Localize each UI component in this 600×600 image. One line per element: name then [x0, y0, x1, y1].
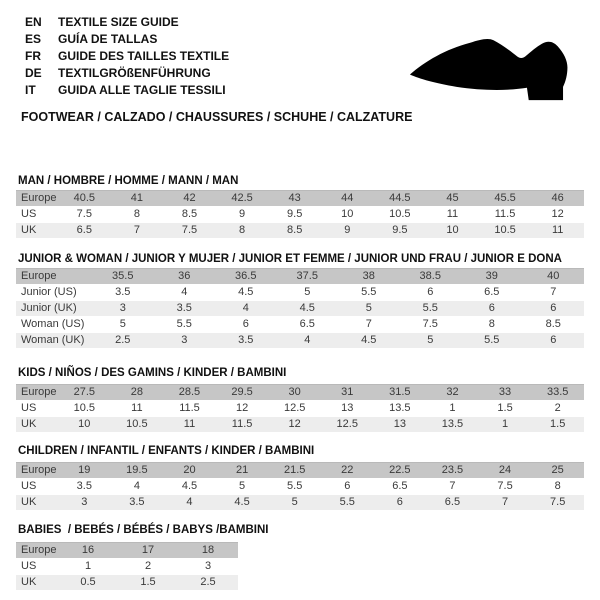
language-row	[25, 30, 229, 47]
size-cell: 5.5	[461, 333, 523, 349]
size-cell: 1	[58, 559, 118, 575]
size-cell: 4.5	[338, 333, 400, 349]
size-row	[16, 542, 238, 559]
row-label: UK	[16, 417, 58, 433]
size-table-3	[16, 462, 584, 511]
size-cell: 13.5	[426, 417, 479, 433]
language-row	[25, 64, 229, 81]
size-cell: 8.5	[523, 317, 585, 333]
language-row	[25, 13, 229, 30]
size-cell: 1.5	[479, 401, 532, 417]
section-title: KIDS / NIÑOS / DES GAMINS / KINDER / BAMBINI	[18, 367, 287, 379]
size-cell: 7	[111, 223, 164, 239]
size-row	[16, 223, 584, 239]
size-cell: 3	[154, 333, 216, 349]
size-cell: 4	[215, 301, 277, 317]
size-cell: 22	[321, 462, 374, 479]
size-cell: 11.5	[479, 207, 532, 223]
size-row	[16, 190, 584, 207]
size-row	[16, 333, 584, 349]
size-cell: 3	[178, 559, 238, 575]
size-cell: 10	[58, 417, 111, 433]
size-cell: 8	[111, 207, 164, 223]
size-cell: 39	[461, 268, 523, 285]
size-cell: 10.5	[479, 223, 532, 239]
size-cell: 38.5	[400, 268, 462, 285]
size-cell: 5.5	[400, 301, 462, 317]
size-cell: 5	[216, 479, 269, 495]
size-cell: 9	[321, 223, 374, 239]
size-row	[16, 384, 584, 401]
language-list	[25, 13, 229, 98]
size-cell: 3.5	[154, 301, 216, 317]
size-cell: 6	[374, 495, 427, 511]
size-row	[16, 417, 584, 433]
size-cell: 4	[277, 333, 339, 349]
row-label: Europe	[16, 542, 58, 559]
size-cell: 7	[426, 479, 479, 495]
size-cell: 43	[268, 190, 321, 207]
size-cell: 3	[58, 495, 111, 511]
size-cell: 2	[118, 559, 178, 575]
size-cell: 7.5	[479, 479, 532, 495]
size-cell: 3.5	[215, 333, 277, 349]
size-cell: 6.5	[374, 479, 427, 495]
size-cell: 46	[531, 190, 584, 207]
size-cell: 41	[111, 190, 164, 207]
size-cell: 9.5	[374, 223, 427, 239]
size-cell: 12	[268, 417, 321, 433]
size-row	[16, 479, 584, 495]
size-cell: 38	[338, 268, 400, 285]
size-cell: 45	[426, 190, 479, 207]
size-cell: 5	[277, 285, 339, 301]
size-cell: 9.5	[268, 207, 321, 223]
size-cell: 13	[374, 417, 427, 433]
size-cell: 12	[531, 207, 584, 223]
row-label: Europe	[16, 190, 58, 207]
size-cell: 8.5	[163, 207, 216, 223]
size-row	[16, 207, 584, 223]
size-cell: 6	[461, 301, 523, 317]
size-cell: 5	[338, 301, 400, 317]
language-label: TEXTILE SIZE GUIDE	[58, 14, 179, 29]
row-label: US	[16, 207, 58, 223]
size-cell: 7	[479, 495, 532, 511]
size-cell: 7.5	[531, 495, 584, 511]
size-cell: 6	[321, 479, 374, 495]
size-cell: 32	[426, 384, 479, 401]
size-cell: 12.5	[321, 417, 374, 433]
size-cell: 31.5	[374, 384, 427, 401]
size-cell: 19	[58, 462, 111, 479]
size-cell: 23.5	[426, 462, 479, 479]
size-row	[16, 268, 584, 285]
size-cell: 4	[163, 495, 216, 511]
size-cell: 5.5	[321, 495, 374, 511]
size-cell: 1.5	[531, 417, 584, 433]
size-cell: 5	[92, 317, 154, 333]
language-label: GUÍA DE TALLAS	[58, 31, 158, 46]
size-cell: 35.5	[92, 268, 154, 285]
size-row	[16, 301, 584, 317]
size-row	[16, 285, 584, 301]
language-code: ES	[25, 31, 42, 46]
size-table-1	[16, 268, 584, 349]
size-cell: 42	[163, 190, 216, 207]
size-cell: 44.5	[374, 190, 427, 207]
language-code: DE	[25, 65, 42, 80]
size-cell: 6	[400, 285, 462, 301]
shoe-icon	[393, 20, 587, 108]
size-cell: 22.5	[374, 462, 427, 479]
language-row	[25, 81, 229, 98]
section-title: BABIES / BEBÉS / BÉBÉS / BABYS /BAMBINI	[18, 524, 269, 536]
size-cell: 33	[479, 384, 532, 401]
size-cell: 4.5	[277, 301, 339, 317]
size-cell: 28	[111, 384, 164, 401]
size-cell: 10	[426, 223, 479, 239]
size-row	[16, 401, 584, 417]
language-row	[25, 47, 229, 64]
row-label: Europe	[16, 384, 58, 401]
size-cell: 44	[321, 190, 374, 207]
size-cell: 4.5	[215, 285, 277, 301]
size-cell: 3	[92, 301, 154, 317]
category-title: FOOTWEAR / CALZADO / CHAUSSURES / SCHUHE / CALZATURE	[21, 110, 413, 124]
size-table-0	[16, 190, 584, 239]
size-cell: 4	[111, 479, 164, 495]
size-cell: 45.5	[479, 190, 532, 207]
size-cell: 33.5	[531, 384, 584, 401]
size-cell: 5.5	[268, 479, 321, 495]
size-cell: 10.5	[374, 207, 427, 223]
size-cell: 42.5	[216, 190, 269, 207]
language-code: EN	[25, 14, 42, 29]
size-cell: 12	[216, 401, 269, 417]
size-cell: 2.5	[92, 333, 154, 349]
size-cell: 3.5	[111, 495, 164, 511]
row-label: US	[16, 559, 58, 575]
size-row	[16, 495, 584, 511]
size-cell: 4.5	[216, 495, 269, 511]
size-cell: 0.5	[58, 575, 118, 591]
language-code: FR	[25, 48, 41, 63]
size-cell: 10.5	[111, 417, 164, 433]
row-label: Junior (US)	[16, 285, 92, 301]
size-cell: 9	[216, 207, 269, 223]
size-cell: 11	[531, 223, 584, 239]
size-cell: 11	[426, 207, 479, 223]
size-cell: 30	[268, 384, 321, 401]
size-cell: 7.5	[163, 223, 216, 239]
size-cell: 3.5	[58, 479, 111, 495]
size-cell: 4	[154, 285, 216, 301]
size-cell: 11	[163, 417, 216, 433]
size-cell: 40	[523, 268, 585, 285]
size-table-2	[16, 384, 584, 433]
row-label: US	[16, 479, 58, 495]
section-title: MAN / HOMBRE / HOMME / MANN / MAN	[18, 175, 239, 187]
size-cell: 7	[338, 317, 400, 333]
size-cell: 12.5	[268, 401, 321, 417]
size-cell: 5	[268, 495, 321, 511]
size-cell: 28.5	[163, 384, 216, 401]
size-cell: 17	[118, 542, 178, 559]
size-cell: 8	[531, 479, 584, 495]
size-cell: 2.5	[178, 575, 238, 591]
row-label: US	[16, 401, 58, 417]
row-label: UK	[16, 575, 58, 591]
size-cell: 3.5	[92, 285, 154, 301]
size-cell: 6.5	[58, 223, 111, 239]
size-cell: 13.5	[374, 401, 427, 417]
size-cell: 31	[321, 384, 374, 401]
language-label: GUIDA ALLE TAGLIE TESSILI	[58, 82, 226, 97]
language-label: GUIDE DES TAILLES TEXTILE	[58, 48, 230, 63]
size-cell: 11.5	[216, 417, 269, 433]
row-label: Woman (US)	[16, 317, 92, 333]
size-cell: 40.5	[58, 190, 111, 207]
size-cell: 18	[178, 542, 238, 559]
size-cell: 8	[461, 317, 523, 333]
size-cell: 8	[216, 223, 269, 239]
size-cell: 5.5	[154, 317, 216, 333]
size-cell: 2	[531, 401, 584, 417]
size-cell: 10.5	[58, 401, 111, 417]
size-row	[16, 575, 238, 591]
size-cell: 5	[400, 333, 462, 349]
size-cell: 21	[216, 462, 269, 479]
size-cell: 36	[154, 268, 216, 285]
size-cell: 6	[215, 317, 277, 333]
row-label: Junior (UK)	[16, 301, 92, 317]
size-cell: 7.5	[58, 207, 111, 223]
size-row	[16, 559, 238, 575]
section-title: JUNIOR & WOMAN / JUNIOR Y MUJER / JUNIOR ET FEMME / JUNIOR UND FRAU / JUNIOR E DONA	[18, 253, 562, 265]
size-cell: 27.5	[58, 384, 111, 401]
size-cell: 21.5	[268, 462, 321, 479]
size-cell: 7.5	[400, 317, 462, 333]
language-label: TEXTILGRÖßENFÜHRUNG	[58, 65, 211, 80]
size-cell: 24	[479, 462, 532, 479]
size-cell: 6.5	[461, 285, 523, 301]
section-title: CHILDREN / INFANTIL / ENFANTS / KINDER / BAMBINI	[18, 445, 315, 457]
size-cell: 1	[426, 401, 479, 417]
size-row	[16, 462, 584, 479]
size-cell: 13	[321, 401, 374, 417]
size-row	[16, 317, 584, 333]
size-cell: 25	[531, 462, 584, 479]
size-cell: 10	[321, 207, 374, 223]
size-cell: 1	[479, 417, 532, 433]
row-label: Europe	[16, 268, 92, 285]
size-cell: 37.5	[277, 268, 339, 285]
size-cell: 6	[523, 301, 585, 317]
language-code: IT	[25, 82, 36, 97]
size-cell: 6.5	[426, 495, 479, 511]
size-cell: 20	[163, 462, 216, 479]
size-cell: 11.5	[163, 401, 216, 417]
row-label: Europe	[16, 462, 58, 479]
size-cell: 11	[111, 401, 164, 417]
row-label: Woman (UK)	[16, 333, 92, 349]
size-cell: 6	[523, 333, 585, 349]
row-label: UK	[16, 495, 58, 511]
size-cell: 16	[58, 542, 118, 559]
size-cell: 19.5	[111, 462, 164, 479]
size-table-4	[16, 542, 238, 591]
size-cell: 6.5	[277, 317, 339, 333]
size-cell: 1.5	[118, 575, 178, 591]
size-cell: 8.5	[268, 223, 321, 239]
size-cell: 36.5	[215, 268, 277, 285]
size-cell: 29.5	[216, 384, 269, 401]
size-cell: 7	[523, 285, 585, 301]
row-label: UK	[16, 223, 58, 239]
size-cell: 5.5	[338, 285, 400, 301]
size-cell: 4.5	[163, 479, 216, 495]
